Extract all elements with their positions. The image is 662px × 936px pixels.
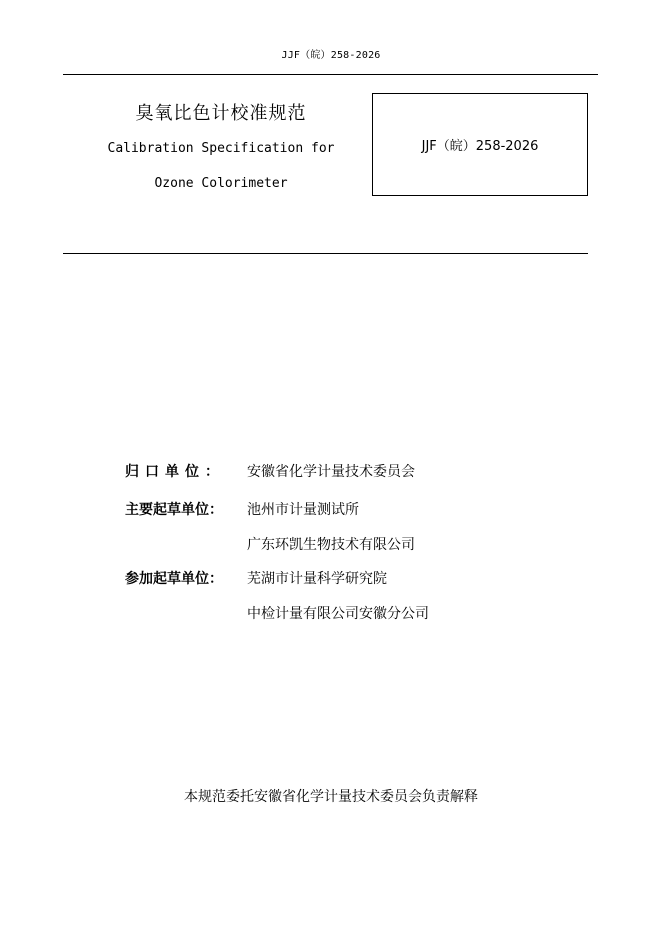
document-title-english-line1: Calibration Specification for xyxy=(107,141,335,156)
specification-code: JJF（皖）258-2026 xyxy=(421,139,539,154)
main-drafting-label: 主要起草单位： xyxy=(125,502,223,518)
responsible-unit-label: 归口单位： xyxy=(125,464,225,480)
responsible-unit-value: 安徽省化学计量技术委员会 xyxy=(247,464,415,480)
participating-label: 参加起草单位： xyxy=(125,571,223,587)
running-header-code: JJF（皖）258-2026 xyxy=(281,50,381,61)
main-drafting-unit: 广东环凯生物技术有限公司 xyxy=(247,537,415,553)
main-drafting-row xyxy=(125,500,359,520)
interpretation-note: 本规范委托安徽省化学计量技术委员会负责解释 xyxy=(184,789,478,805)
document-title-english-line2: Ozone Colorimeter xyxy=(154,176,288,191)
participating-unit: 中检计量有限公司安徽分公司 xyxy=(247,606,429,622)
participating-row xyxy=(125,569,387,589)
participating-row xyxy=(125,604,429,624)
main-drafting-row xyxy=(125,535,415,555)
document-title-chinese: 臭氧比色计校准规范 xyxy=(135,103,307,124)
responsible-unit-row xyxy=(125,462,415,482)
title-block xyxy=(100,100,342,201)
top-divider xyxy=(63,74,598,75)
bottom-divider xyxy=(63,253,588,254)
main-drafting-unit: 池州市计量测试所 xyxy=(247,502,359,518)
specification-code-box xyxy=(372,93,588,196)
participating-unit: 芜湖市计量科学研究院 xyxy=(247,571,387,587)
